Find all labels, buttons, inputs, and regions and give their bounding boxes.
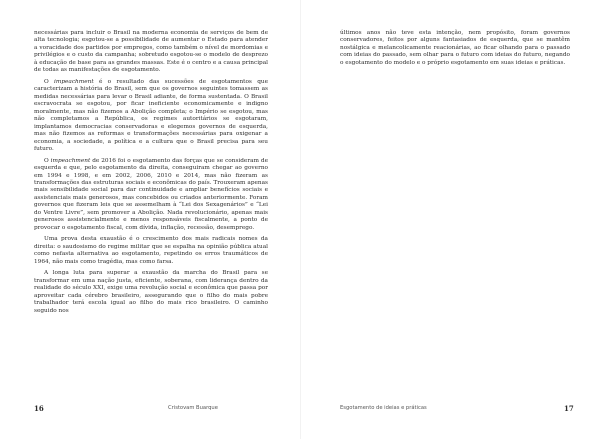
paragraph [34, 158, 268, 233]
gutter-divider [300, 0, 301, 439]
running-head: Esgotamento de ideias e práticas [340, 405, 427, 411]
right-page-body [340, 30, 570, 71]
paragraph: necessárias para incluir o Brasil na moderna economia de serviços de bem de alta tecnologia; esgotou-se a possibilidade de aumentar o Estado para atender a voracidade dos partidos por empregos, como também o nível de mordomias e privilégios e o custo da campanha; sobretudo esgotou-se o modelo de desprezo à educação de base para as grandes massas. Este é o centro e a causa principal de todas as manifestações de esgotamento. [34, 30, 268, 74]
italic-term: impeachment [54, 78, 94, 85]
paragraph [34, 79, 268, 154]
paragraph: Uma prova desta exaustão é o crescimento dos mais radicais nomes da direita: o saudosismo do regime militar que se espalha na opinião pública atual como nefasta alternativa ao esgotamento, repetindo os erros traumáticos de 1964, não mais como tragédia, mas como farsa. [34, 236, 268, 265]
paragraph-text: de 2016 foi o esgotamento das forças que se consideram de esquerda e que, pelo esgotamento da direita, conseguiram chegar ao governo em 1994 e 1998, e em 2002, 2006, 2010 e 2014, mas não fizeram as transformações das estruturas sociais e econômicas do país. Trouxeram apenas mais sensibilidade social para dar continuidade e ampliar benefícios sociais e assistenciais mais generosos, mas concebidos ou criados anteriormente. Foram governos que fizeram leis que se assemelham à “Lei dos Sexagenários” e “Lei do Ventre Livre”, sem promover a Abolição. Nada revolucionário, apenas mais generosos assistencialmente e menos responsáveis fiscalmente, a ponto de provocar o esgotamento fiscal, com dívida, inflação, recessão, desemprego. [34, 157, 269, 231]
paragraph-text: é o resultado das sucessões de esgotamentos que caracterizam a história do Brasil, sem que os governos seguintes tomassem as medidas necessárias para levar o Brasil adiante, de forma sustentada. O Brasil escravocrata se esgotou, por ficar ineficiente economicamente e indigno moralmente, mas não fizemos a Abolição completa; o Império se esgotou, mas não completamos a República, os regimes autoritários se esgotaram, implantamos democracias conservadoras e elegemos governos de esquerda, mas não fizemos as reformas e transformações necessárias para oxigenar a economia, a sociedade, a política e a cultura que o Brasil precisa para seu futuro. [34, 78, 268, 152]
running-head: Cristovam Buarque [168, 405, 218, 411]
left-page-body [34, 30, 268, 319]
paragraph: últimos anos não teve esta intenção, nem propósito, foram governos conservadores, feitos por alguns fantasiados de esquerda, que se mantêm nostálgica e melancolicamente reacionárias, ao ficar olhando para o passado com ideias do passado, sem olhar para o futuro com ideias do futuro, negando o esgotamento do modelo e o próprio esgotamento em suas ideias e práticas. [340, 30, 570, 66]
italic-term: impeachment [50, 157, 91, 164]
right-page [300, 0, 600, 439]
page-number: 16 [34, 404, 44, 413]
paragraph: A longa luta para superar a exaustão da marcha do Brasil para se transformar em uma nação justa, eficiente, soberana, com liderança dentro da realidade do século XXI, exige uma revolução social e econômica que passa por aproveitar cada cérebro brasileiro, assegurando que o filho do mais pobre trabalhador terá escola igual ao filho do mais rico brasileiro. O caminho seguido nos [34, 270, 268, 314]
page-number: 17 [564, 404, 574, 413]
paragraph-prefix: O [44, 157, 51, 164]
paragraph-prefix: O [44, 78, 55, 85]
